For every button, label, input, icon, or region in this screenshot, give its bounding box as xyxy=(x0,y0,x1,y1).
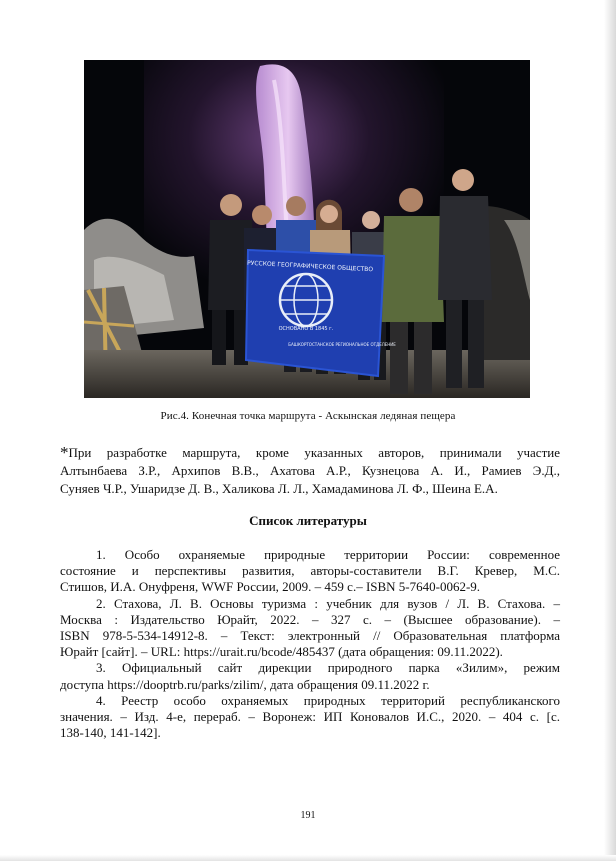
reference-line: Москва : Издательство Юрайт, 2022. – 327 с. – (Высшее образование). – xyxy=(60,611,560,627)
references-list xyxy=(60,547,560,741)
contributors-note xyxy=(60,444,560,498)
footnote-marker: * xyxy=(60,443,69,462)
reference-line: доступа https://dooptrb.ru/parks/zilim/, дата обращения 09.11.2022 г. xyxy=(60,676,430,692)
flag-text-top: РУССКОЕ ГЕОГРАФИЧЕСКОЕ ОБЩЕСТВО xyxy=(246,259,374,274)
reference-line: Юрайт [сайт]. – URL: https://urait.ru/bcode/485437 (дата обращения: 09.11.2022). xyxy=(60,644,503,660)
reference-line: значения. – Изд. 4-е, перераб. – Воронеж: ИП Коновалов И.С., 2020. – 404 с. [с. xyxy=(60,709,560,725)
reference-line: 3. Официальный сайт дирекции природного парка «Зилим», режим xyxy=(96,660,560,676)
reference-line: ISBN 978-5-534-14912-8. – Текст: электронный // Образовательная платформа xyxy=(60,628,560,644)
cave-group-photo xyxy=(84,60,530,398)
reference-line: Стишов, И.А. Онуфреня, WWF России, 2009. – 459 с.– ISBN 5-7640-0062-9. xyxy=(60,579,481,595)
note-line-2: Алтынбаева З.Р., Архипов В.В., Ахатова А.Р., Кузнецова А. И., Рамиев Э.Д., xyxy=(60,463,560,478)
reference-line: 138-140, 141-142]. xyxy=(60,725,161,741)
note-line-3: Суняев Ч.Р., Ушаридзе Д. В., Халикова Л. Л., Хамадаминова Л. Ф., Шеина Е.А. xyxy=(60,481,498,496)
reference-item-1 xyxy=(60,547,560,596)
reference-item-3 xyxy=(60,660,560,692)
figure-caption: Рис.4. Конечная точка маршрута - Аскынская ледяная пещера xyxy=(160,410,456,422)
reference-item-4 xyxy=(60,693,560,742)
reference-line: 2. Стахова, Л. В. Основы туризма : учебник для вузов / Л. В. Стахова. – xyxy=(96,595,560,611)
reference-item-2 xyxy=(60,596,560,661)
page-number: 191 xyxy=(300,810,316,821)
flag-text-center: ОСНОВАНО В 1845 г. xyxy=(278,326,334,332)
references-title: Список литературы xyxy=(249,513,367,528)
flag-text-bottom: БАШКОРТОСТАНСКОЕ РЕГИОНАЛЬНОЕ ОТДЕЛЕНИЕ xyxy=(288,342,396,347)
page-shadow-right xyxy=(604,0,616,861)
reference-line: состояние и перспективы развития, авторы-составители В.Г. Кревер, М.С. xyxy=(60,563,560,579)
page-shadow-bottom xyxy=(0,855,616,861)
note-line-1: При разработке маршрута, кроме указанных авторов, принимали участие xyxy=(68,445,560,460)
reference-line: 4. Реестр особо охраняемых природных территорий республиканского xyxy=(96,692,560,708)
reference-line: 1. Особо охраняемые природные территории России: современное xyxy=(96,547,560,562)
